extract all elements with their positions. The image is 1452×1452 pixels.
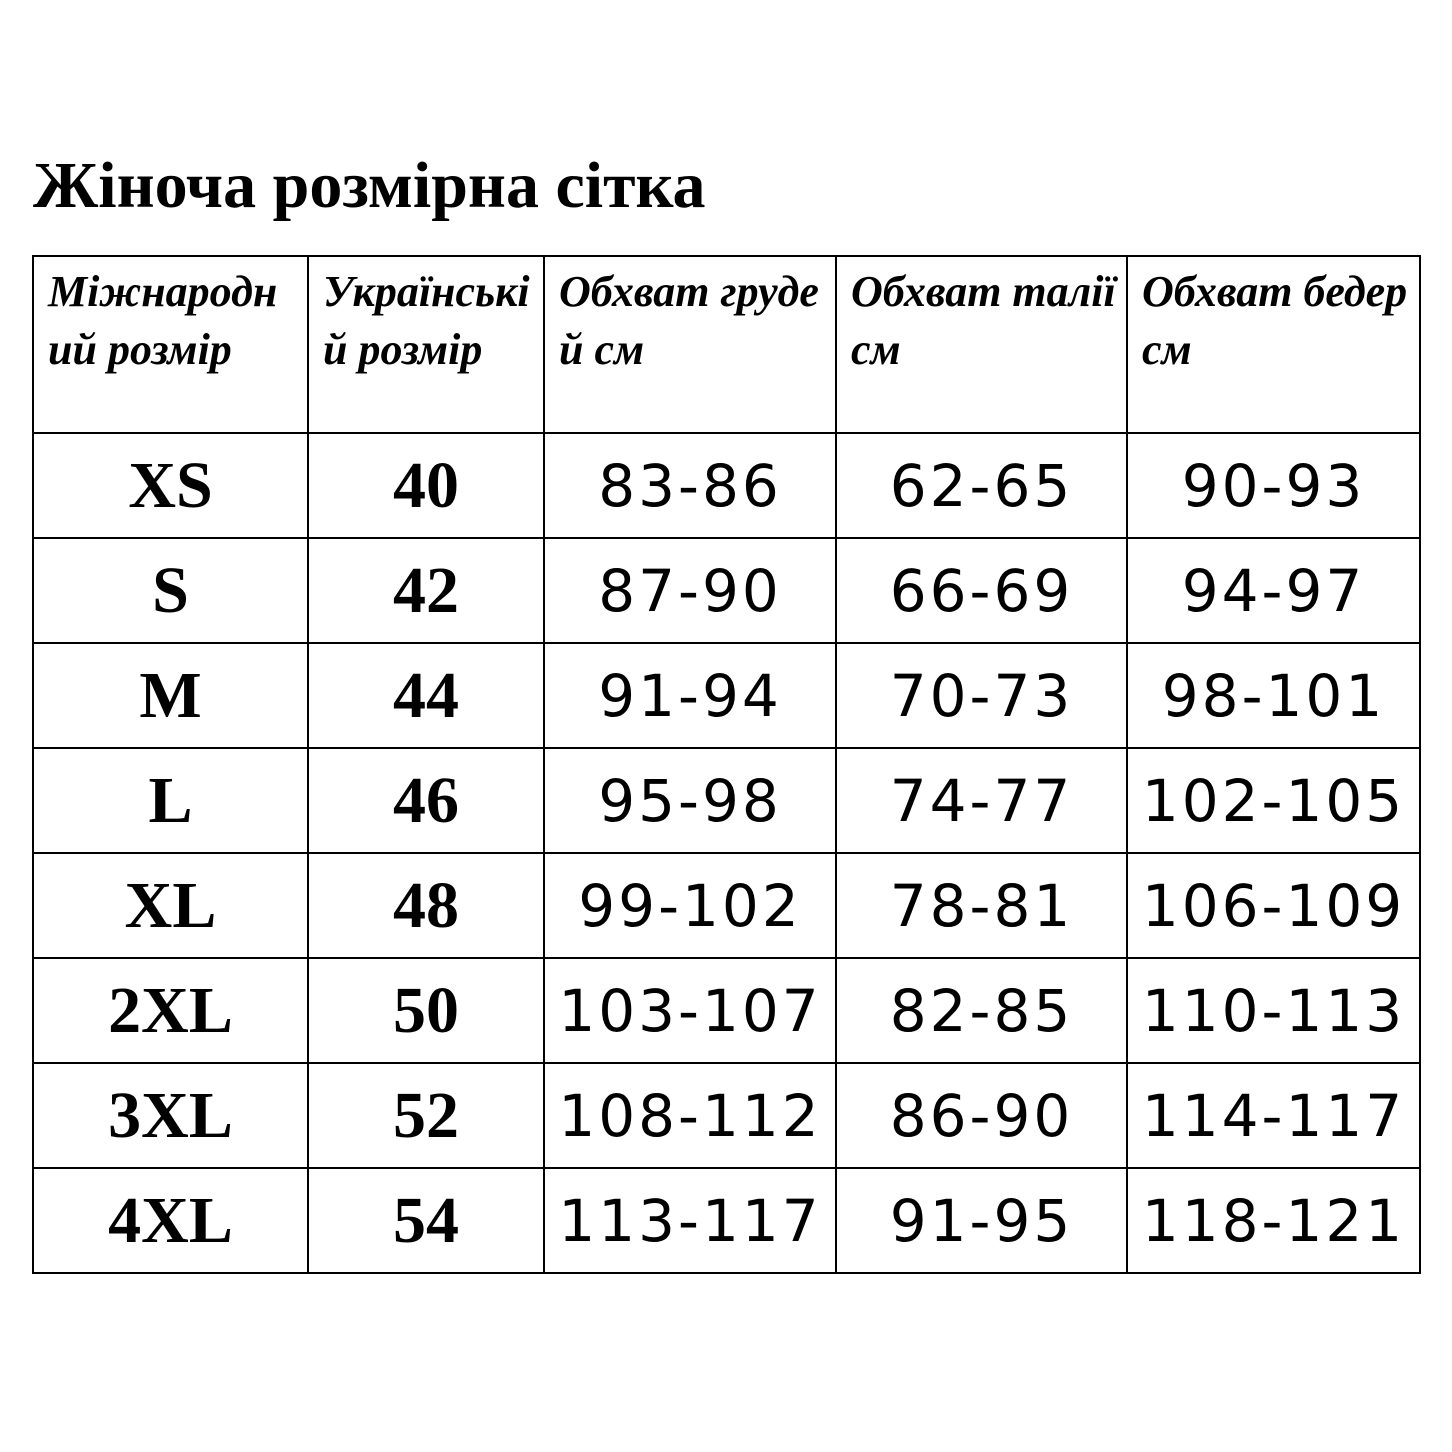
table-row [33, 748, 1420, 853]
table-row [33, 1063, 1420, 1168]
header-ukrainian-size-label: Українській розмір [323, 267, 530, 374]
cell-international-size: XS [33, 433, 308, 538]
cell-waist: 78-81 [836, 853, 1127, 958]
header-waist-label: Обхват талії см [851, 267, 1116, 374]
header-hips [1127, 256, 1420, 433]
table-row [33, 958, 1420, 1063]
header-hips-label: Обхват бедер см [1142, 267, 1408, 374]
cell-international-size: XL [33, 853, 308, 958]
cell-hips: 114-117 [1127, 1063, 1420, 1168]
cell-international-size: L [33, 748, 308, 853]
cell-ukrainian-size: 54 [308, 1168, 544, 1273]
cell-chest: 108-112 [544, 1063, 836, 1168]
cell-waist: 82-85 [836, 958, 1127, 1063]
cell-international-size: 2XL [33, 958, 308, 1063]
header-ukrainian-size [308, 256, 544, 433]
cell-hips: 94-97 [1127, 538, 1420, 643]
cell-hips: 118-121 [1127, 1168, 1420, 1273]
cell-hips: 90-93 [1127, 433, 1420, 538]
table-header-row [33, 256, 1420, 433]
cell-international-size: 4XL [33, 1168, 308, 1273]
cell-waist: 91-95 [836, 1168, 1127, 1273]
cell-ukrainian-size: 44 [308, 643, 544, 748]
header-chest-label: Обхват грудей см [559, 267, 819, 374]
cell-international-size: 3XL [33, 1063, 308, 1168]
cell-waist: 66-69 [836, 538, 1127, 643]
cell-ukrainian-size: 42 [308, 538, 544, 643]
header-waist [836, 256, 1127, 433]
cell-hips: 98-101 [1127, 643, 1420, 748]
cell-chest: 99-102 [544, 853, 836, 958]
cell-chest: 83-86 [544, 433, 836, 538]
header-international-size-label: Міжнародний розмір [48, 267, 278, 374]
cell-waist: 86-90 [836, 1063, 1127, 1168]
cell-ukrainian-size: 52 [308, 1063, 544, 1168]
cell-waist: 70-73 [836, 643, 1127, 748]
cell-chest: 113-117 [544, 1168, 836, 1273]
cell-waist: 74-77 [836, 748, 1127, 853]
cell-waist: 62-65 [836, 433, 1127, 538]
cell-chest: 95-98 [544, 748, 836, 853]
table-row [33, 538, 1420, 643]
size-chart-table [32, 255, 1421, 1274]
cell-international-size: S [33, 538, 308, 643]
cell-hips: 102-105 [1127, 748, 1420, 853]
header-chest [544, 256, 836, 433]
cell-ukrainian-size: 46 [308, 748, 544, 853]
cell-ukrainian-size: 48 [308, 853, 544, 958]
cell-chest: 103-107 [544, 958, 836, 1063]
cell-ukrainian-size: 40 [308, 433, 544, 538]
cell-ukrainian-size: 50 [308, 958, 544, 1063]
table-row [33, 643, 1420, 748]
table-row [33, 433, 1420, 538]
table-row [33, 853, 1420, 958]
table-row [33, 1168, 1420, 1273]
cell-international-size: M [33, 643, 308, 748]
cell-chest: 87-90 [544, 538, 836, 643]
page-title: Жіноча розмірна сітка [33, 149, 706, 222]
cell-chest: 91-94 [544, 643, 836, 748]
cell-hips: 106-109 [1127, 853, 1420, 958]
cell-hips: 110-113 [1127, 958, 1420, 1063]
header-international-size [33, 256, 308, 433]
